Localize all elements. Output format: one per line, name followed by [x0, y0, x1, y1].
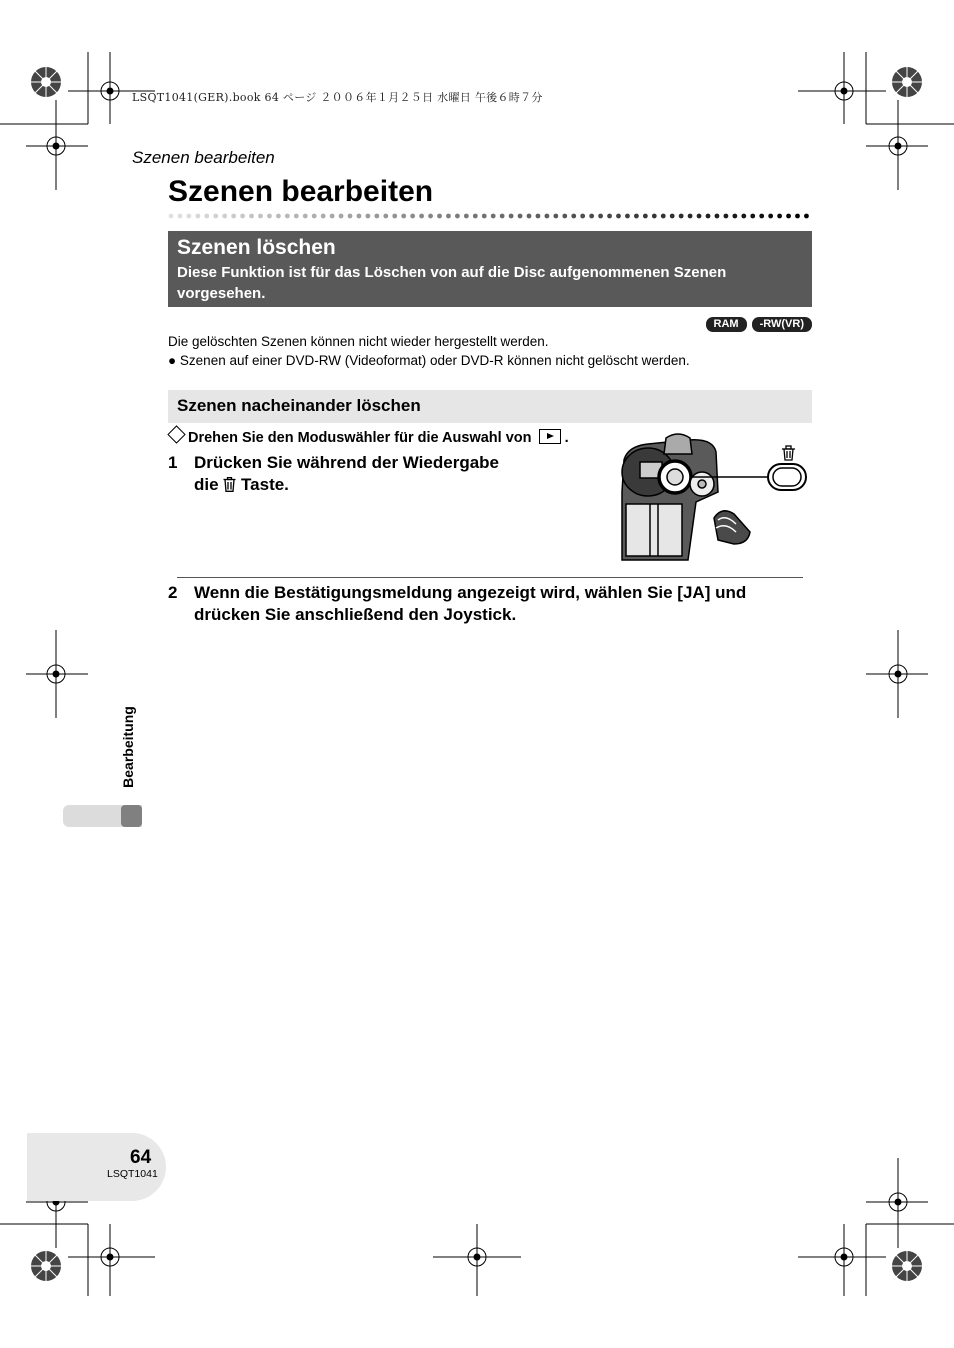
step-1: [168, 452, 568, 502]
play-mode-icon: [539, 429, 561, 444]
dotted-divider: [168, 212, 814, 220]
diamond-icon: [167, 425, 185, 443]
step-2-number: 2: [168, 583, 178, 602]
section-subtitle: Diese Funktion ist für das Löschen von auf die Disc aufgenommenen Szenen vorgesehen.: [177, 264, 727, 302]
trash-icon: [223, 477, 236, 492]
bullet-note: [168, 353, 690, 368]
trash-icon-callout: [782, 446, 795, 460]
running-head: Szenen bearbeiten: [132, 148, 275, 167]
note-text: Die gelöschten Szenen können nicht wieder hergestellt werden.: [168, 334, 549, 349]
page-code: LSQT1041: [107, 1168, 158, 1180]
prep-text: Drehen Sie den Moduswähler für die Auswahl von: [188, 430, 532, 446]
preparation-line: [168, 428, 569, 446]
step-2: [168, 582, 818, 632]
print-header: LSQT1041(GER).book 64 ページ ２００６年１月２５日 水曜日 午後６時７分: [132, 91, 543, 104]
page-number: 64: [130, 1147, 152, 1168]
step-1-line2-post: Taste.: [241, 475, 289, 494]
badge-ram: RAM: [706, 317, 747, 332]
step-2-line2: drücken Sie anschließend den Joystick.: [194, 605, 517, 624]
badge-rw-vr: -RW(VR): [752, 317, 812, 332]
page-title: Szenen bearbeiten: [168, 175, 434, 208]
section-title: Szenen löschen: [177, 236, 336, 259]
bullet-dot-icon: ●: [168, 353, 177, 368]
step-1-number: 1: [168, 453, 178, 472]
camcorder-illustration: [618, 432, 814, 564]
disc-type-badges: [706, 317, 812, 332]
step-1-text: [194, 452, 499, 496]
step-1-line1: Drücken Sie während der Wiedergabe: [194, 453, 499, 472]
subsection-banner: Szenen nacheinander löschen: [168, 390, 812, 423]
section-banner: [168, 231, 812, 307]
side-tab-label: [118, 697, 138, 797]
step-1-line2-pre: die: [194, 475, 219, 494]
step-divider: [177, 577, 803, 578]
step-2-line1: Wenn die Bestätigungsmeldung angezeigt wird, wählen Sie [JA] und: [194, 583, 747, 602]
bullet-text: Szenen auf einer DVD-RW (Videoformat) oder DVD-R können nicht gelöscht werden.: [179, 353, 690, 368]
side-tab-text: Bearbeitung: [120, 706, 136, 788]
prep-end: .: [564, 430, 569, 446]
step-2-text: [194, 582, 746, 626]
side-tab-bar-accent: [121, 805, 142, 827]
side-tab-bar: [63, 805, 142, 827]
